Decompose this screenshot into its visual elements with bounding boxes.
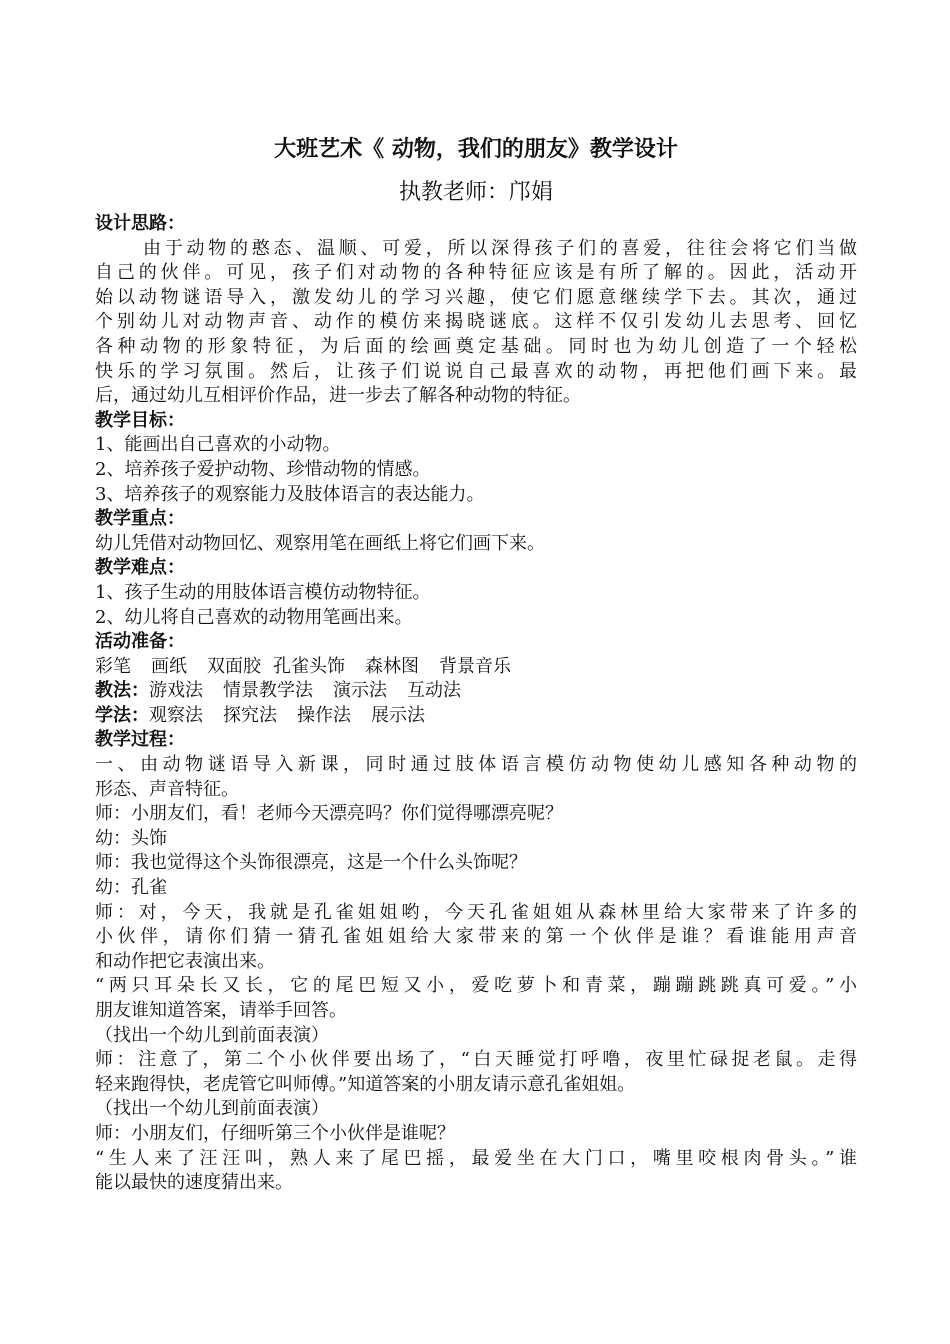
method-item: 操作法 [297,704,351,726]
process-line: “生人来了汪汪叫，熟人来了尾巴摇，最爱坐在大门口，嘴里咬根肉骨头。”谁 [95,1147,857,1169]
document-title: 大班艺术《 动物，我们的朋友》教学设计 [274,136,678,162]
prep-item: 孔雀头饰 [273,655,345,677]
teaching-methods-label: 教法： [95,680,149,702]
design-line: 快乐的学习氛围。然后，让孩子们说说自己最喜欢的动物，再把他们画下来。最 [95,360,857,382]
process-line: 一、由动物谜语导入新课，同时通过肢体语言模仿动物使幼儿感知各种动物的 [95,754,857,776]
key-points-heading: 教学重点： [95,508,185,530]
process-line: 朋友谁知道答案，请举手回答。 [95,1000,347,1021]
learning-methods [95,704,857,729]
process-line: 师：小朋友们，仔细听第三个小伙伴是谁呢？ [95,1122,455,1144]
design-line: 各种动物的形象特征，为后面的绘画奠定基础。同时也为幼儿创造了一个轻松 [95,335,857,357]
method-item: 互动法 [407,680,461,702]
learning-methods-label: 学法： [95,704,149,726]
prep-list [95,655,857,680]
goal-item: 2、培养孩子爱护动物、珍惜动物的情感。 [95,458,431,480]
method-item: 展示法 [371,704,425,726]
process-line: 师：小朋友们，看！老师今天漂亮吗？你们觉得哪漂亮呢？ [95,803,563,825]
process-line: 幼：头饰 [95,827,167,849]
method-item: 情景教学法 [223,680,313,702]
teaching-methods [95,679,857,704]
prep-item: 双面胶 [207,655,261,677]
prep-item: 画纸 [151,655,187,677]
design-line: 个别幼儿对动物声音、动作的模仿来揭晓谜底。这样不仅引发幼儿去思考、回忆 [95,311,857,333]
process-line: 师：对，今天，我就是孔雀姐姐哟，今天孔雀姐姐从森林里给大家带来了许多的 [95,901,857,923]
process-line: “两只耳朵长又长，它的尾巴短又小，爱吃萝卜和青菜，蹦蹦跳跳真可爱。”小 [95,975,857,997]
teacher-line: 执教老师：邝娟 [398,180,553,205]
goal-item: 1、能画出自己喜欢的小动物。 [95,434,341,456]
design-line: 由于动物的憨态、温顺、可爱，所以深得孩子们的喜爱，往往会将它们当做 [143,237,857,259]
method-item: 游戏法 [149,680,203,702]
process-line: 小伙伴，请你们猜一猜孔雀姐姐给大家带来的第一个伙伴是谁？看谁能用声音 [95,926,857,948]
process-line: 师：我也觉得这个头饰很漂亮，这是一个什么头饰呢？ [95,852,527,874]
prep-item: 森林图 [365,655,419,677]
design-line: 始以动物谜语导入，激发幼儿的学习兴趣，使它们愿意继续学下去。其次，通过 [95,286,857,308]
process-line: （找出一个幼儿到前面表演） [95,1024,329,1046]
key-points-text: 幼儿凭借对动物回忆、观察用笔在画纸上将它们画下来。 [95,532,545,554]
design-heading: 设计思路： [95,213,185,234]
process-line: 幼：孔雀 [95,877,167,899]
process-line: （找出一个幼儿到前面表演） [95,1098,329,1120]
design-line: 自己的伙伴。可见，孩子们对动物的各种特征应该是有所了解的。因此，活动开 [95,262,857,284]
difficulty-item: 2、幼儿将自己喜欢的动物用笔画出来。 [95,606,413,628]
document-page [95,132,857,1196]
design-line: 后，通过幼儿互相评价作品，进一步去了解各种动物的特征。 [95,385,581,407]
process-line: 和动作把它表演出来。 [95,950,275,972]
prep-heading: 活动准备： [95,631,185,653]
difficulty-item: 1、孩子生动的用肢体语言模仿动物特征。 [95,581,431,603]
method-item: 观察法 [149,704,203,726]
method-item: 演示法 [333,680,387,702]
goals-heading: 教学目标： [95,409,185,431]
difficulties-heading: 教学难点： [95,557,185,579]
goal-item: 3、培养孩子的观察能力及肢体语言的表达能力。 [95,483,485,505]
process-line: 师：注意了，第二个小伙伴要出场了，“白天睡觉打呼噜，夜里忙碌捉老鼠。走得 [95,1049,857,1071]
prep-item: 背景音乐 [439,655,511,677]
process-heading: 教学过程： [95,729,185,751]
prep-item: 彩笔 [95,655,131,677]
process-line: 轻来跑得快，老虎管它叫师傅。”知道答案的小朋友请示意孔雀姐姐。 [95,1073,636,1095]
method-item: 探究法 [223,704,277,726]
process-line: 能以最快的速度猜出来。 [95,1172,293,1194]
process-line: 形态、声音特征。 [95,778,239,800]
